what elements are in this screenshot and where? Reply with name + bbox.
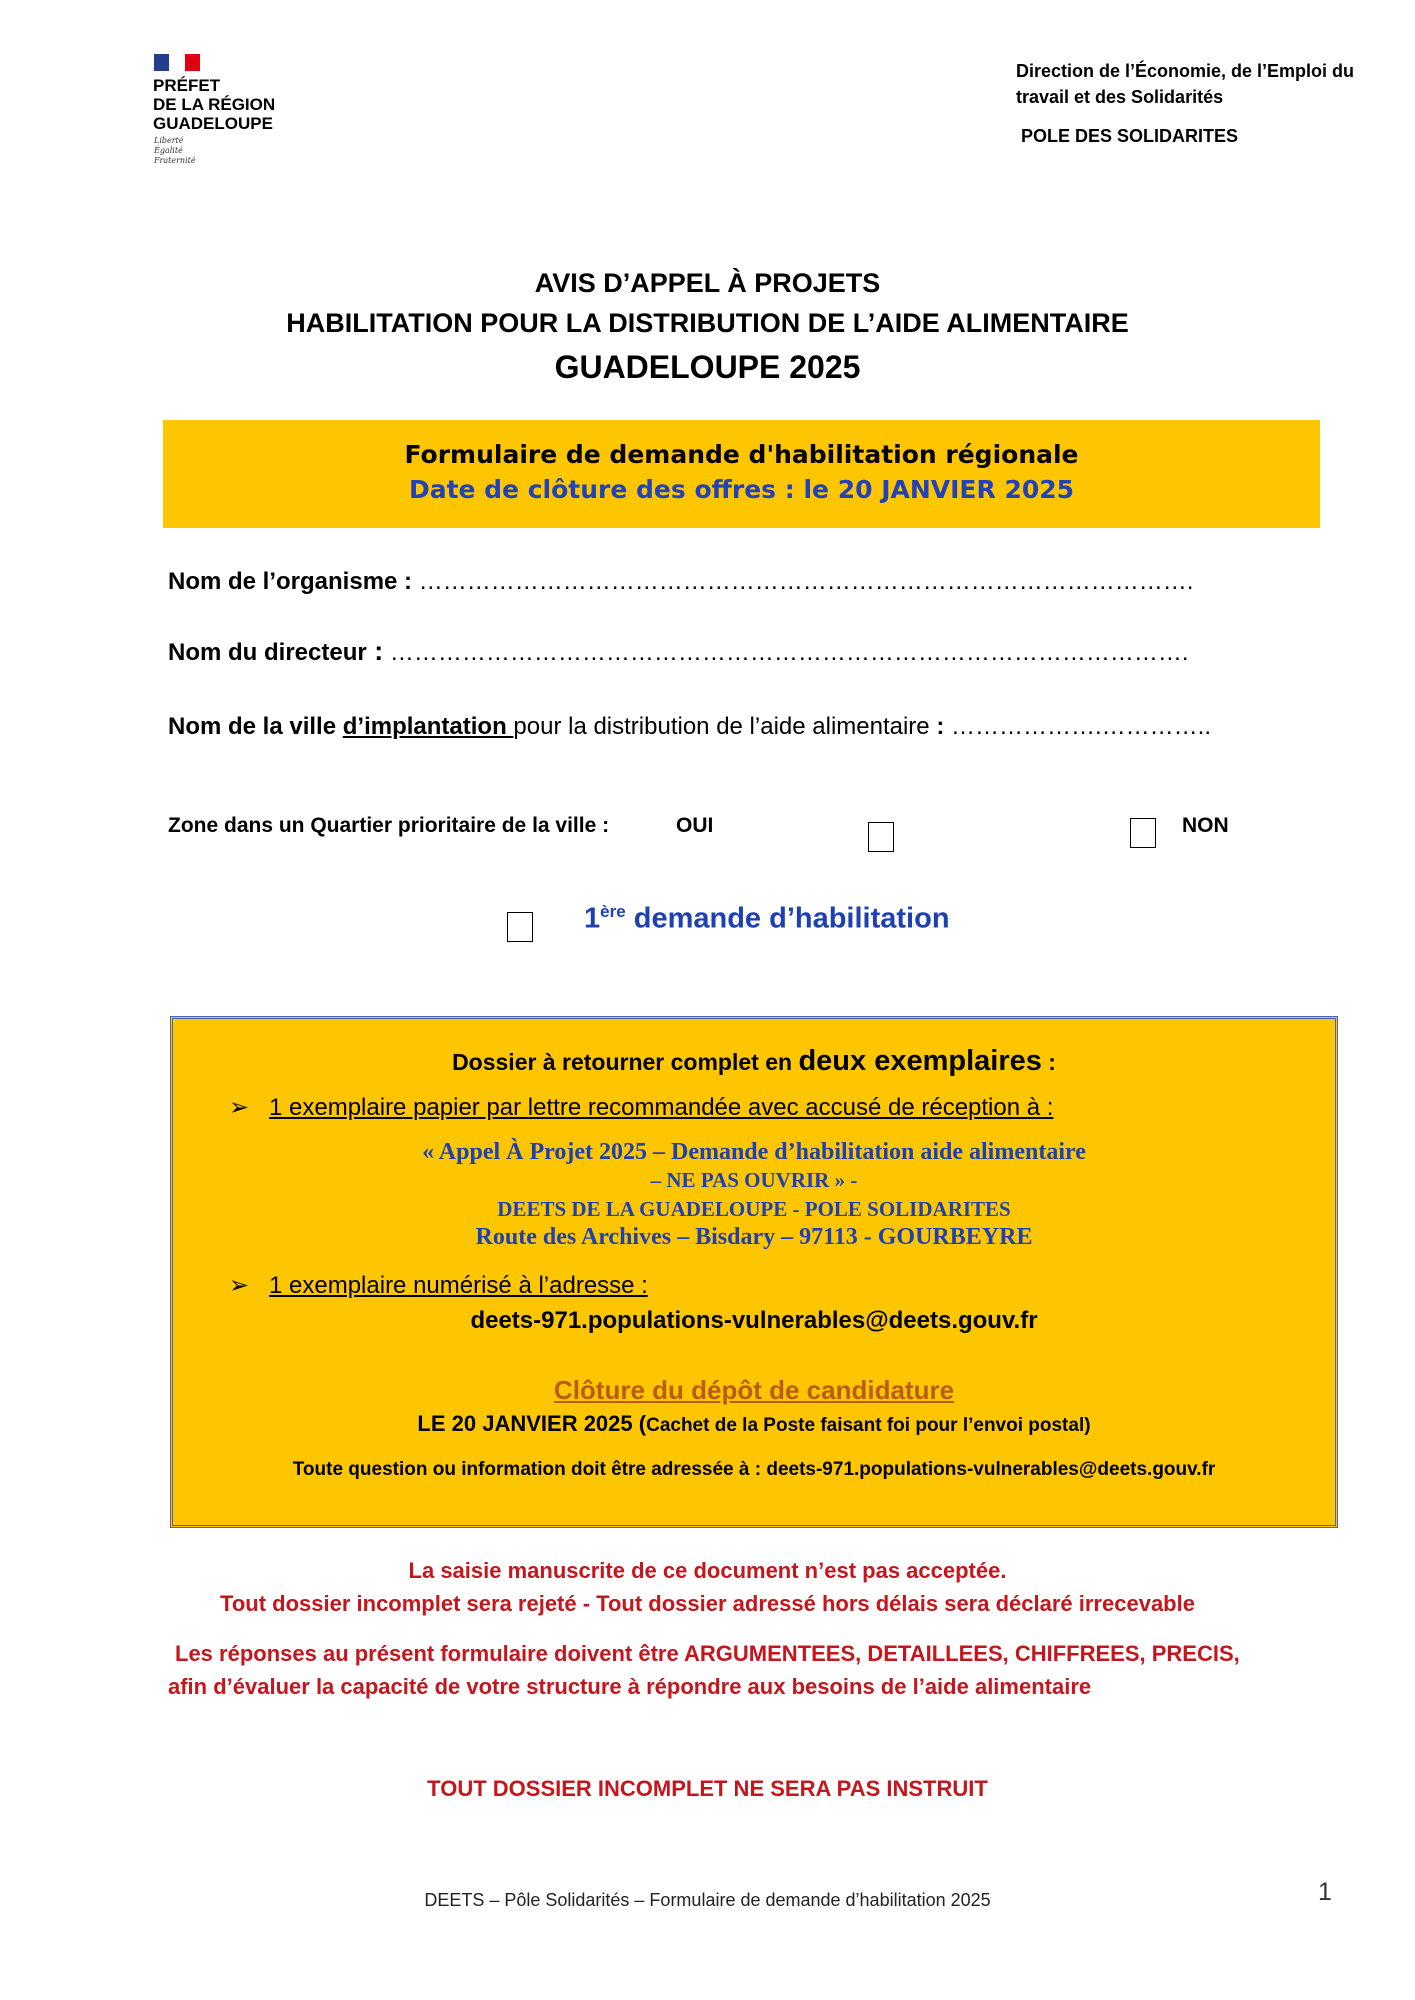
bullet-paper-copy (229, 1093, 1053, 1122)
flag-blue-stripe (154, 54, 169, 71)
submission-email[interactable]: deets-971.populations-vulnerables@deets.gouv.fr (470, 1307, 1038, 1334)
flag-red-stripe (185, 54, 200, 71)
logo-line: PRÉFET (153, 76, 221, 95)
non-checkbox[interactable] (1130, 818, 1156, 848)
box-heading-b: deux exemplaires (798, 1045, 1042, 1077)
logo-line: GUADELOUPE (153, 114, 273, 133)
arrow-bullet-icon: ➢ (229, 1094, 250, 1121)
motto-line: Fraternité (154, 156, 196, 165)
ville-dots: ……………….………….. (944, 713, 1211, 740)
logo-line: DE LA RÉGION (153, 95, 276, 114)
cloture-date (173, 1411, 1335, 1437)
warning-not-processed: TOUT DOSSIER INCOMPLET NE SERA PAS INSTRUIT (427, 1776, 988, 1801)
cloture-date-a: LE 20 JANVIER 2025 ( (417, 1411, 647, 1436)
motto-line: Égalité (154, 146, 183, 155)
warning-answers: Les réponses au présent formulaire doivent être ARGUMENTEES, DETAILLEES, CHIFFREES, PRECIS, (175, 1641, 1240, 1666)
page-footer: DEETS – Pôle Solidarités – Formulaire de demande d’habilitation 2025 (424, 1890, 991, 1910)
address-line: – NE PAS OUVRIR » - (650, 1168, 858, 1192)
bullet-digital-copy (229, 1271, 648, 1300)
direction-line: travail et des Solidarités (1016, 87, 1224, 107)
bullet-digital-text: 1 exemplaire numérisé à l’adresse : (269, 1272, 648, 1299)
box-heading-c: : (1041, 1049, 1056, 1075)
ville-label-b: d’implantation (342, 713, 514, 740)
first-request-label (584, 902, 950, 936)
address-line: « Appel À Projet 2025 – Demande d’habilitation aide alimentaire (422, 1139, 1086, 1165)
cloture-heading: Clôture du dépôt de candidature (553, 1375, 955, 1405)
arrow-bullet-icon: ➢ (229, 1272, 250, 1299)
contact-info: Toute question ou information doit être adressée à : deets-971.populations-vulnerables@deets.gouv.fr (292, 1459, 1216, 1480)
directeur-field[interactable] (168, 636, 1189, 667)
directeur-colon: : (366, 636, 384, 666)
oui-checkbox[interactable] (868, 822, 894, 852)
warning-incomplete: Tout dossier incomplet sera rejeté - Tout dossier adressé hors délais sera déclaré irrecevable (220, 1591, 1195, 1616)
cloture-date-b: Cachet de la Poste faisant foi pour l’envoi postal) (646, 1415, 1091, 1436)
ville-field[interactable] (168, 713, 1211, 741)
ville-label-a: Nom de la ville (168, 713, 343, 740)
address-line: Route des Archives – Bisdary – 97113 - GOURBEYRE (475, 1224, 1033, 1250)
title-line-3: GUADELOUPE 2025 (554, 349, 861, 385)
form-title-band (163, 420, 1320, 528)
direction-line: Direction de l’Économie, de l’Emploi du (1016, 61, 1355, 81)
prefet-logo-text (153, 76, 275, 133)
title-line-2: HABILITATION POUR LA DISTRIBUTION DE L’AIDE ALIMENTAIRE (286, 308, 1129, 338)
box-heading (173, 1045, 1335, 1078)
closing-date: Date de clôture des offres : le 20 JANVIER 2025 (408, 475, 1075, 504)
first-request-checkbox[interactable] (507, 912, 533, 942)
republic-motto (154, 136, 196, 166)
motto-line: Liberté (154, 136, 184, 145)
ville-colon: : (936, 713, 945, 740)
organisme-dots: ……………………………………………………………………………………. (412, 568, 1194, 595)
directeur-label: Nom du directeur (168, 639, 367, 666)
flag-white-stripe (169, 54, 184, 71)
pole-name: POLE DES SOLIDARITES (1021, 126, 1239, 146)
ville-label-c: pour la distribution de l’aide alimentaire (513, 713, 937, 740)
directeur-dots: ………………………………………………………………………………………. (383, 639, 1189, 666)
warning-answers-2: afin d’évaluer la capacité de votre structure à répondre aux besoins de l’aide alimentaire (168, 1674, 1092, 1699)
form-title: Formulaire de demande d'habilitation régionale (404, 440, 1079, 469)
submission-instructions-box (170, 1016, 1338, 1528)
first-request-text: demande d’habilitation (625, 902, 950, 935)
bullet-paper-text: 1 exemplaire papier par lettre recommandée avec accusé de réception à : (269, 1094, 1054, 1121)
page-number: 1 (1318, 1878, 1332, 1906)
address-line: DEETS DE LA GUADELOUPE - POLE SOLIDARITES (497, 1197, 1011, 1221)
zone-label: Zone dans un Quartier prioritaire de la ville : (168, 814, 610, 837)
oui-label: OUI (676, 814, 714, 837)
title-line-1: AVIS D’APPEL À PROJETS (534, 268, 881, 298)
first-request-number: 1 (584, 902, 601, 935)
box-heading-a: Dossier à retourner complet en (452, 1049, 799, 1075)
first-request-sup: ère (600, 902, 626, 921)
organisme-field[interactable] (168, 568, 1193, 596)
direction-name (1016, 58, 1354, 110)
organisme-label: Nom de l’organisme : (168, 568, 413, 595)
french-flag-logo (154, 54, 200, 71)
warning-handwriting: La saisie manuscrite de ce document n’est pas acceptée. (408, 1558, 1007, 1583)
non-label: NON (1182, 814, 1229, 837)
